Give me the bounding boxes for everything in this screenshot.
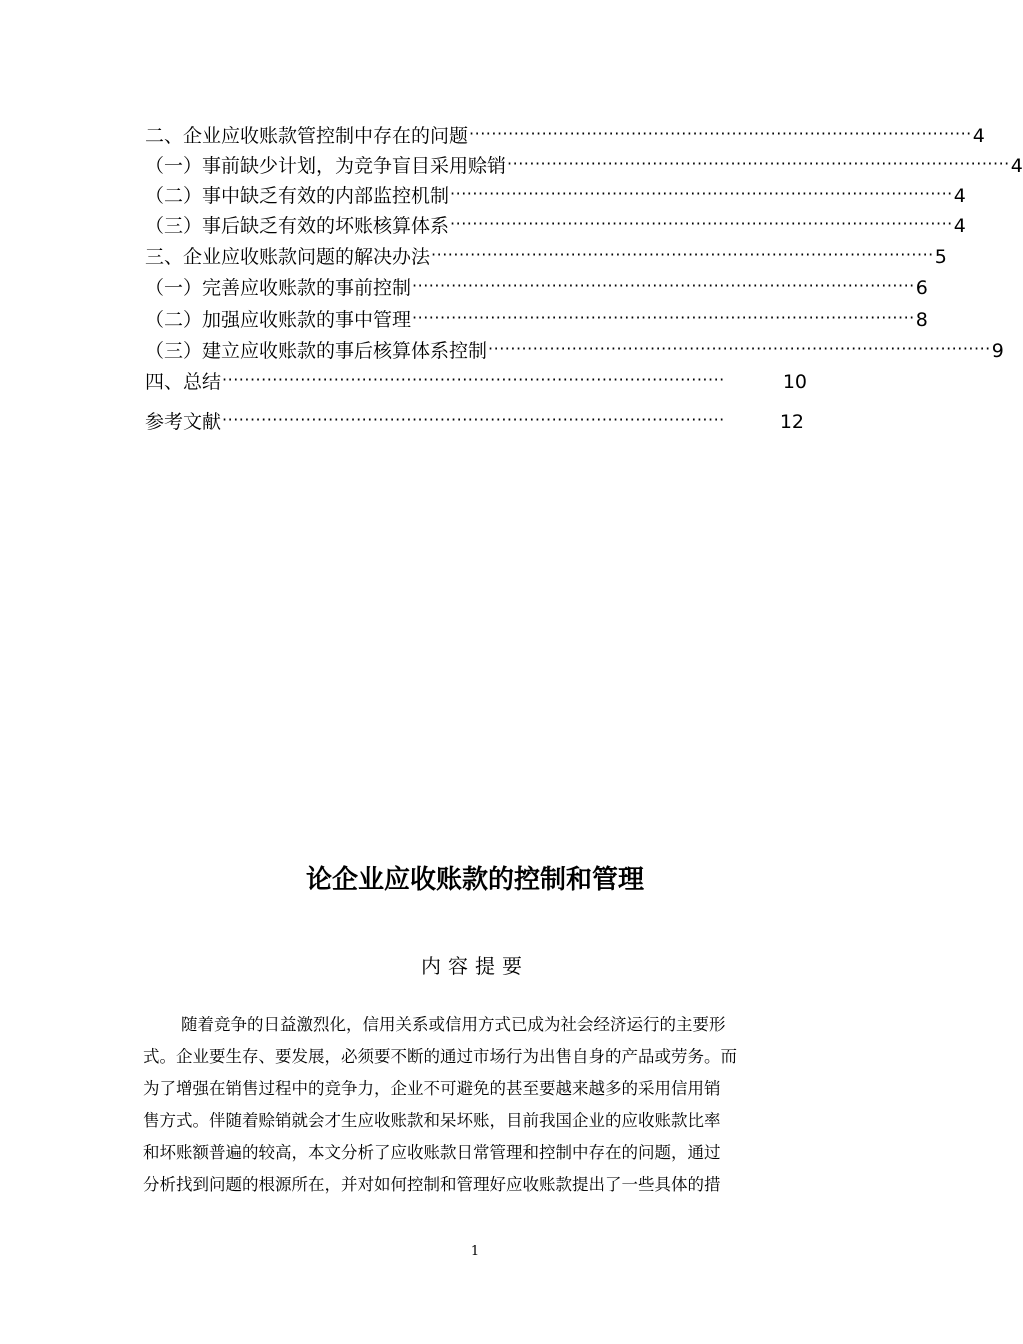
toc-entry-title: 参考文献 — [145, 411, 222, 433]
toc-dot-leader: ·························································································· — [488, 339, 991, 358]
toc-entry[interactable] — [145, 152, 1023, 180]
abstract-line: 售方式。伴随着赊销就会才生应收账款和呆坏账，目前我国企业的应收账款比率 — [143, 1111, 721, 1130]
toc-entry-page: 4 — [1010, 155, 1023, 177]
toc-entry-title: （一）完善应收账款的事前控制 — [145, 277, 412, 299]
toc-entry-title: 二、企业应收账款管控制中存在的问题 — [145, 125, 469, 147]
toc-entry[interactable] — [145, 408, 804, 436]
toc-entry-title: （一）事前缺少计划，为竞争盲目采用赊销 — [145, 155, 507, 177]
toc-entry-page: 10 — [782, 371, 807, 393]
toc-dot-leader: ·························································································· — [431, 245, 934, 264]
toc-entry[interactable] — [145, 243, 947, 271]
toc-entry-page: 8 — [915, 309, 928, 331]
toc-entry-page: 12 — [779, 411, 804, 433]
abstract-body — [143, 1009, 809, 1201]
abstract-line: 和坏账额普遍的较高，本文分析了应收账款日常管理和控制中存在的问题，通过 — [143, 1143, 721, 1162]
toc-dot-leader: ·························································································· — [450, 184, 953, 203]
toc-entry-title: （二）加强应收账款的事中管理 — [145, 309, 412, 331]
abstract-line: 为了增强在销售过程中的竞争力，企业不可避免的甚至要越来越多的采用信用销 — [143, 1079, 721, 1098]
toc-entry-page: 4 — [953, 215, 966, 237]
toc-entry-page: 6 — [915, 277, 928, 299]
toc-dot-leader: ·························································································· — [469, 124, 972, 143]
abstract-line: 式。企业要生存、要发展，必须要不断的通过市场行为出售自身的产品或劳务。而 — [143, 1047, 737, 1066]
abstract-line: 分析找到问题的根源所在，并对如何控制和管理好应收账款提出了一些具体的措 — [143, 1175, 721, 1194]
toc-entry-title: （三）建立应收账款的事后核算体系控制 — [145, 340, 488, 362]
toc-entry-title: 三、企业应收账款问题的解决办法 — [145, 246, 431, 268]
toc-entry[interactable] — [145, 306, 928, 334]
toc-entry-page: 9 — [991, 340, 1004, 362]
toc-entry-page: 5 — [934, 246, 947, 268]
toc-entry[interactable] — [145, 182, 966, 210]
toc-dot-leader: ·························································································· — [222, 410, 725, 429]
toc-entry[interactable] — [145, 274, 928, 302]
toc-dot-leader: ·························································································· — [507, 154, 1010, 173]
toc-dot-leader: ·························································································· — [222, 370, 725, 389]
toc-entry[interactable] — [145, 212, 966, 240]
abstract-heading: 内容提要 — [421, 954, 529, 978]
toc-entry-page: 4 — [953, 185, 966, 207]
paper-title: 论企业应收账款的控制和管理 — [305, 865, 644, 895]
toc-entry[interactable] — [145, 337, 1004, 365]
toc-entry-page: 4 — [972, 125, 985, 147]
toc-entry-title: （二）事中缺乏有效的内部监控机制 — [145, 185, 450, 207]
abstract-line: 随着竞争的日益激烈化，信用关系或信用方式已成为社会经济运行的主要形 — [181, 1015, 726, 1034]
page-number: 1 — [470, 1244, 480, 1259]
toc-dot-leader: ·························································································· — [412, 308, 915, 327]
toc-entry[interactable] — [145, 368, 807, 396]
toc-dot-leader: ·························································································· — [450, 214, 953, 233]
toc-entry-title: （三）事后缺乏有效的坏账核算体系 — [145, 215, 450, 237]
toc-entry-title: 四、总结 — [145, 371, 222, 393]
toc-dot-leader: ·························································································· — [412, 276, 915, 295]
toc-entry[interactable] — [145, 122, 985, 150]
